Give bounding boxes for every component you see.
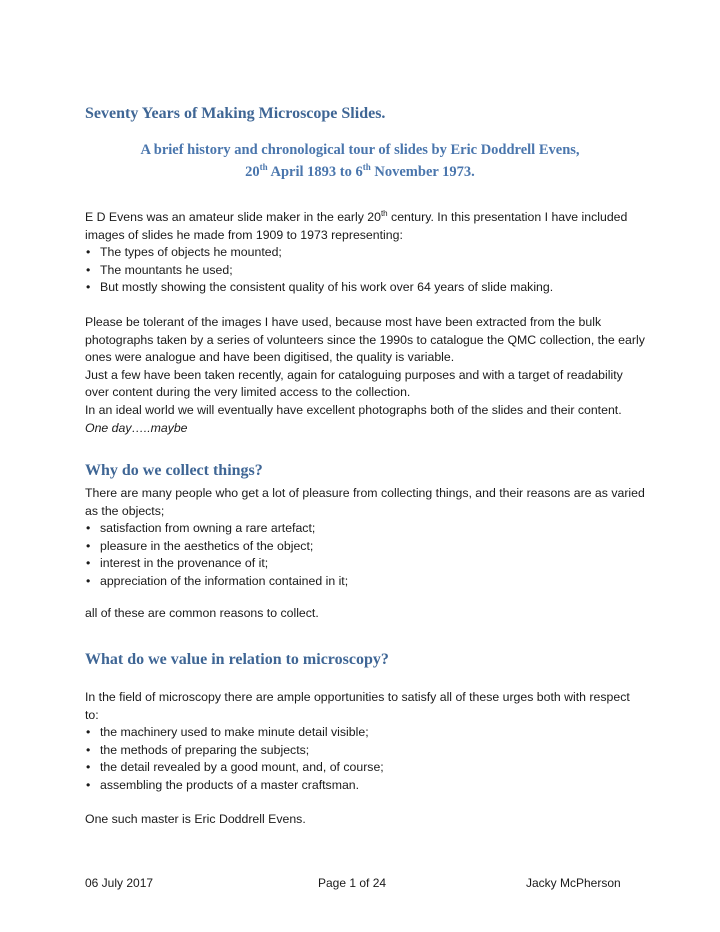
subtitle-date-mid: April 1893 to 6 (267, 164, 363, 180)
list-item-text: The mountants he used; (100, 262, 233, 277)
footer-page-number: Page 1 of 24 (318, 876, 387, 890)
subtitle-line-1: A brief history and chronological tour of slides by Eric Doddrell Evens, (140, 142, 580, 158)
tolerance-paragraph-2: Just a few have been taken recently, again for cataloguing purposes and with a target of readability over content during the very limited access to the collection. (85, 367, 623, 400)
value-intro: In the field of microscopy there are ample opportunities to satisfy all of these urges both with respect to: (85, 690, 630, 722)
intro-text-b: century. In this presentation I have included images of slides he made from 1909 to 1973 representing: (85, 210, 628, 242)
list-item-text: But mostly showing the consistent quality of his work over 64 years of slide making. (100, 280, 554, 295)
list-item (85, 244, 645, 262)
bullet-icon: • (86, 280, 91, 295)
subtitle-date-end: November 1973. (370, 164, 475, 180)
bullet-icon: • (86, 556, 91, 571)
tolerance-paragraph-1: Please be tolerant of the images I have used, because most have been extracted from the bulk photographs taken by a series of volunteers since the 1990s to catalogue the QMC collection, the early ones were analogue and have been digitised, the quality is variable. (85, 315, 645, 365)
list-item (85, 538, 645, 556)
list-item (85, 759, 645, 777)
list-item (85, 555, 645, 573)
list-item-text: satisfaction from owning a rare artefact; (100, 521, 316, 536)
tolerance-paragraph-3 (85, 402, 645, 437)
list-item-text: appreciation of the information contained in it; (100, 573, 349, 588)
subtitle-ordinal-2: th (362, 162, 371, 173)
list-item (85, 279, 645, 297)
collect-intro: There are many people who get a lot of pleasure from collecting things, and their reasons are as varied as the objects; (85, 486, 645, 518)
list-item (85, 742, 645, 760)
list-item-text: the machinery used to make minute detail visible; (100, 725, 369, 740)
list-item (85, 520, 645, 538)
list-item (85, 262, 645, 280)
subtitle-line-2 (85, 161, 635, 183)
collect-section (85, 485, 645, 591)
tolerance-text: In an ideal world we will eventually have excellent photographs both of the slides and their content. (85, 402, 622, 417)
list-item-text: assembling the products of a master craftsman. (100, 777, 360, 792)
collect-closing: all of these are common reasons to collect. (85, 606, 319, 620)
intro-text-a: E D Evens was an amateur slide maker in the early 20 (85, 210, 381, 224)
bullet-icon: • (86, 742, 91, 757)
tolerance-italic: One day…..maybe (85, 420, 188, 435)
bullet-icon: • (86, 725, 91, 740)
value-closing: One such master is Eric Doddrell Evens. (85, 812, 306, 826)
intro-ordinal: th (380, 208, 388, 218)
value-closing-block (85, 811, 645, 829)
value-heading: What do we value in relation to microscopy? (85, 651, 389, 668)
bullet-icon: • (86, 262, 91, 277)
bullet-icon: • (86, 521, 91, 536)
intro-paragraph (85, 209, 645, 244)
bullet-icon: • (86, 245, 91, 260)
collect-closing-block (85, 605, 645, 623)
bullet-icon: • (86, 777, 91, 792)
bullet-icon: • (86, 538, 91, 553)
list-item (85, 573, 645, 591)
list-item-text: the detail revealed by a good mount, and, of course; (100, 760, 384, 775)
subtitle-date-start-day: 20 (245, 164, 260, 180)
collect-bullet-list (85, 520, 645, 590)
list-item-text: The types of objects he mounted; (100, 245, 282, 260)
list-item-text: the methods of preparing the subjects; (100, 742, 310, 757)
footer-author: Jacky McPherson (526, 876, 621, 890)
list-item (85, 724, 645, 742)
value-bullet-list (85, 724, 645, 794)
bullet-icon: • (86, 573, 91, 588)
list-item-text: interest in the provenance of it; (100, 556, 269, 571)
list-item (85, 777, 645, 795)
bullet-icon: • (86, 760, 91, 775)
footer-date: 06 July 2017 (85, 876, 154, 890)
subtitle-ordinal-1: th (259, 162, 268, 173)
list-item-text: pleasure in the aesthetics of the object; (100, 538, 314, 553)
value-section (85, 689, 645, 795)
intro-bullet-list (85, 244, 645, 297)
document-subtitle (85, 139, 635, 183)
collect-heading: Why do we collect things? (85, 462, 263, 479)
intro-section (85, 209, 645, 297)
document-title: Seventy Years of Making Microscope Slides. (85, 105, 386, 122)
tolerance-section (85, 314, 645, 437)
